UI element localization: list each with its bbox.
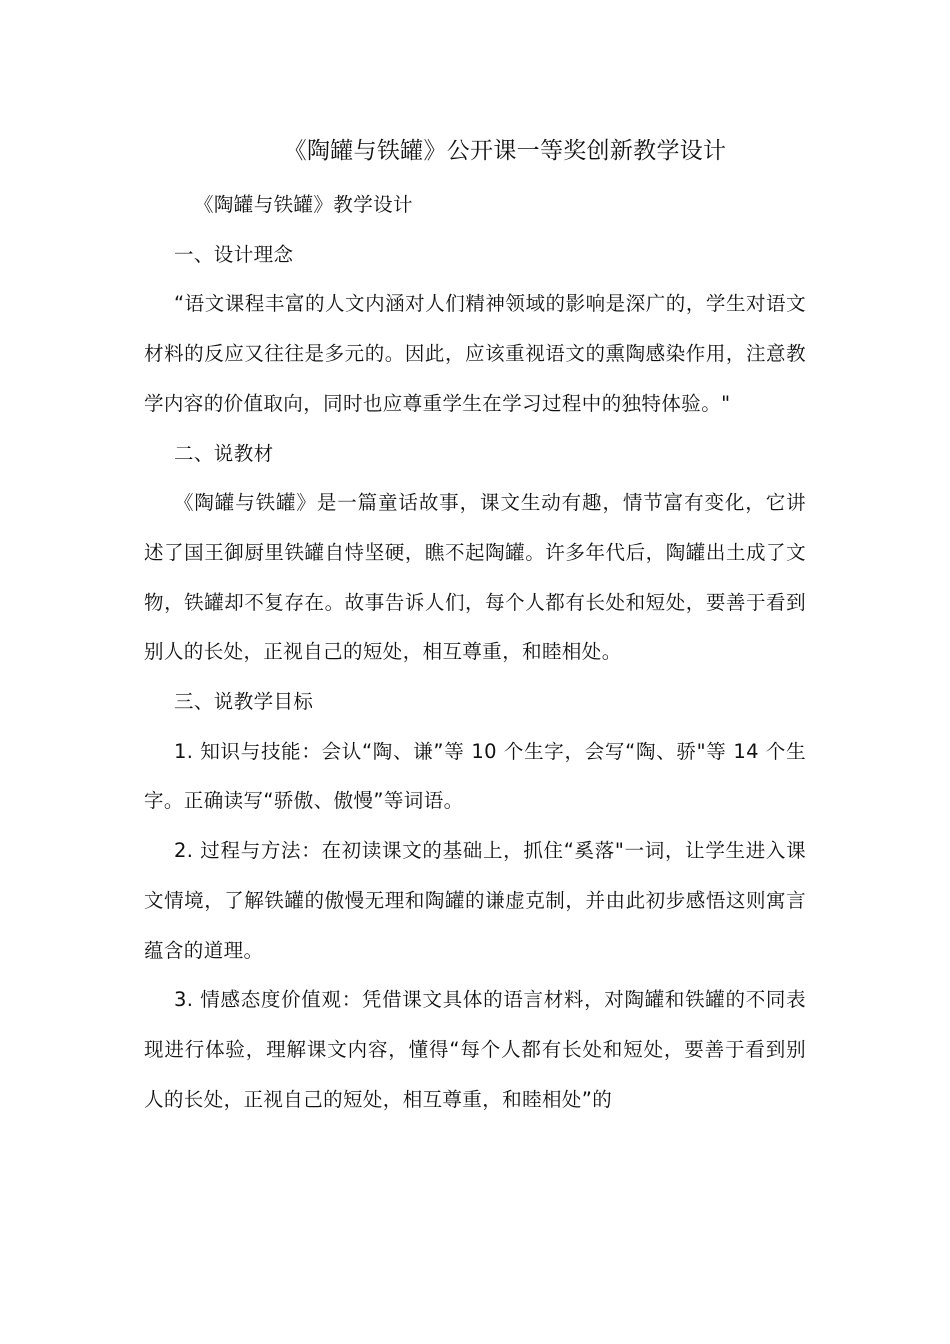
section-heading-teaching-goals: 三、说教学目标 — [174, 690, 314, 714]
paragraph-design-concept: “语文课程丰富的人文内涵对人们精神领域的影响是深广的，学生对语文材料的反应又往往是多元的。因此，应该重视语文的熏陶感染作用，注意教学内容的价值取向，同时也应尊重学生在学习过程中的独特体验。" — [144, 292, 806, 415]
paragraph-goal-process: 2. 过程与方法：在初读课文的基础上，抓住“奚落"一词，让学生进入课文情境，了解铁罐的傲慢无理和陶罐的谦虚克制，并由此初步感悟这则寓言蕴含的道理。 — [144, 839, 806, 962]
section-heading-textbook: 二、说教材 — [174, 441, 274, 465]
paragraph-goal-values: 3. 情感态度价值观：凭借课文具体的语言材料，对陶罐和铁罐的不同表现进行体验，理解课文内容，懂得“每个人都有长处和短处，要善于看到别人的长处，正视自己的短处，相互尊重，和睦相处”的 — [144, 988, 806, 1111]
paragraph-textbook: 《陶罐与铁罐》是一篇童话故事，课文生动有趣，情节富有变化，它讲述了国王御厨里铁罐自恃坚硬，瞧不起陶罐。许多年代后，陶罐出土成了文物，铁罐却不复存在。故事告诉人们，每个人都有长处和短处，要善于看到别人的长处，正视自己的短处，相互尊重，和睦相处。 — [144, 491, 806, 664]
subtitle: 《陶罐与铁罐》教学设计 — [194, 193, 413, 216]
document-body — [144, 180, 806, 1124]
paragraph-goal-knowledge: 1. 知识与技能：会认“陶、谦”等 10 个生字，会写“陶、骄"等 14 个生字。正确读写“骄傲、傲慢”等词语。 — [144, 739, 806, 813]
section-heading-design-concept: 一、设计理念 — [174, 242, 294, 266]
document-title: 《陶罐与铁罐》公开课一等奖创新教学设计 — [283, 138, 727, 164]
